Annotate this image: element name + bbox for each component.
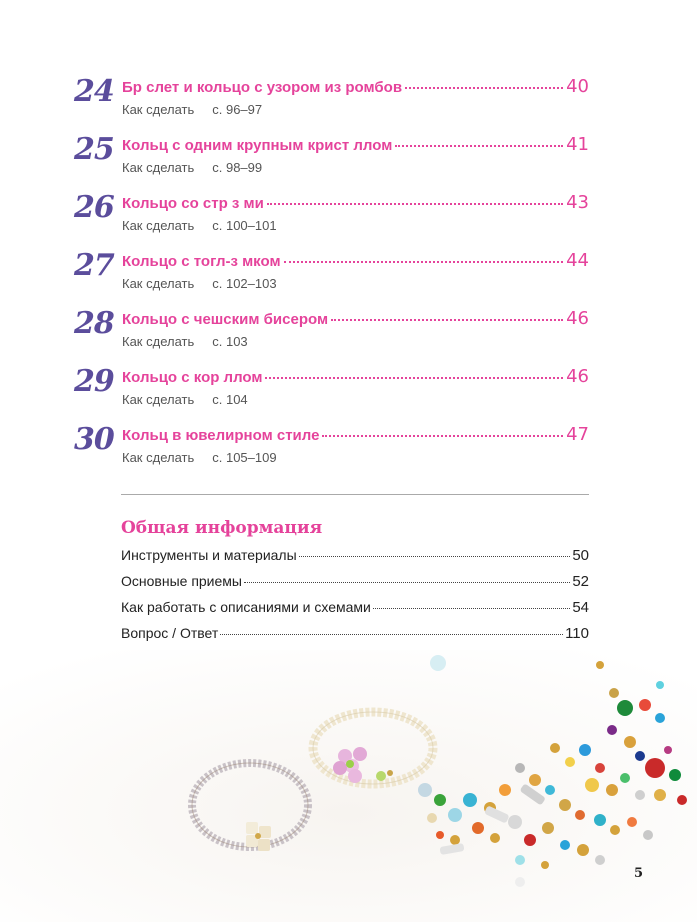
toc-entry-30[interactable]	[74, 420, 594, 478]
leader-dots	[299, 556, 571, 557]
how-to-line: Как сделать с. 104	[122, 392, 248, 407]
leader-dots	[373, 608, 570, 609]
leader-dots	[284, 261, 564, 263]
entry-number: 26	[74, 190, 114, 225]
leader-dots	[395, 145, 563, 147]
entry-number: 27	[74, 248, 114, 283]
entry-page: 46	[566, 308, 589, 329]
entry-page: 40	[566, 76, 589, 97]
entry-title: Бр слет и кольцо с узором из ромбов	[122, 79, 403, 96]
how-to-line: Как сделать с. 96–97	[122, 102, 263, 117]
entry-number: 25	[74, 132, 114, 167]
leader-dots	[265, 377, 563, 379]
section-divider	[121, 494, 589, 495]
how-to-line: Как сделать с. 100–101	[122, 218, 277, 233]
how-to-line: Как сделать с. 105–109	[122, 450, 277, 465]
toc-entry-26[interactable]	[74, 188, 594, 246]
leader-dots	[331, 319, 563, 321]
leader-dots	[220, 634, 563, 635]
entry-title: Кольцо с кор ллом	[122, 369, 263, 386]
entry-page: 41	[566, 134, 589, 155]
entry-title: Кольц в ювелирном стиле	[122, 427, 320, 444]
toc-entry-29[interactable]	[74, 362, 594, 420]
page-number: 5	[634, 866, 644, 881]
entry-title: Кольцо с тогл-з мком	[122, 253, 281, 270]
leader-dots	[322, 435, 563, 437]
toc-entry-25[interactable]	[74, 130, 594, 188]
entry-page: 44	[566, 250, 589, 271]
toc-entry-27[interactable]	[74, 246, 594, 304]
info-list	[121, 547, 589, 651]
info-item[interactable]: Как работать с описаниями и схемами 54	[121, 599, 589, 616]
how-to-line: Как сделать с. 103	[122, 334, 248, 349]
leader-dots	[244, 582, 570, 583]
toc-entry-24[interactable]	[74, 72, 594, 130]
entry-number: 30	[74, 422, 114, 457]
entry-title: Кольц с одним крупным крист ллом	[122, 137, 393, 154]
toc-entry-28[interactable]	[74, 304, 594, 362]
how-to-line: Как сделать с. 102–103	[122, 276, 277, 291]
info-heading: Общая информация	[121, 518, 323, 538]
entry-title: Кольцо с чешским бисером	[122, 311, 329, 328]
how-to-line: Как сделать с. 98–99	[122, 160, 263, 175]
leader-dots	[267, 203, 563, 205]
entry-title: Кольцо со стр з ми	[122, 195, 264, 212]
beaded-rings-photo	[0, 650, 697, 922]
entry-number: 29	[74, 364, 114, 399]
entry-page: 46	[566, 366, 589, 387]
entry-page: 47	[566, 424, 589, 445]
info-item[interactable]: Инструменты и материалы 50	[121, 547, 589, 564]
entry-number: 28	[74, 306, 114, 341]
entry-page: 43	[566, 192, 589, 213]
toc-list	[74, 72, 594, 478]
entry-number: 24	[74, 74, 114, 109]
leader-dots	[405, 87, 563, 89]
info-item[interactable]: Основные приемы 52	[121, 573, 589, 590]
info-item[interactable]: Вопрос / Ответ 110	[121, 625, 589, 642]
